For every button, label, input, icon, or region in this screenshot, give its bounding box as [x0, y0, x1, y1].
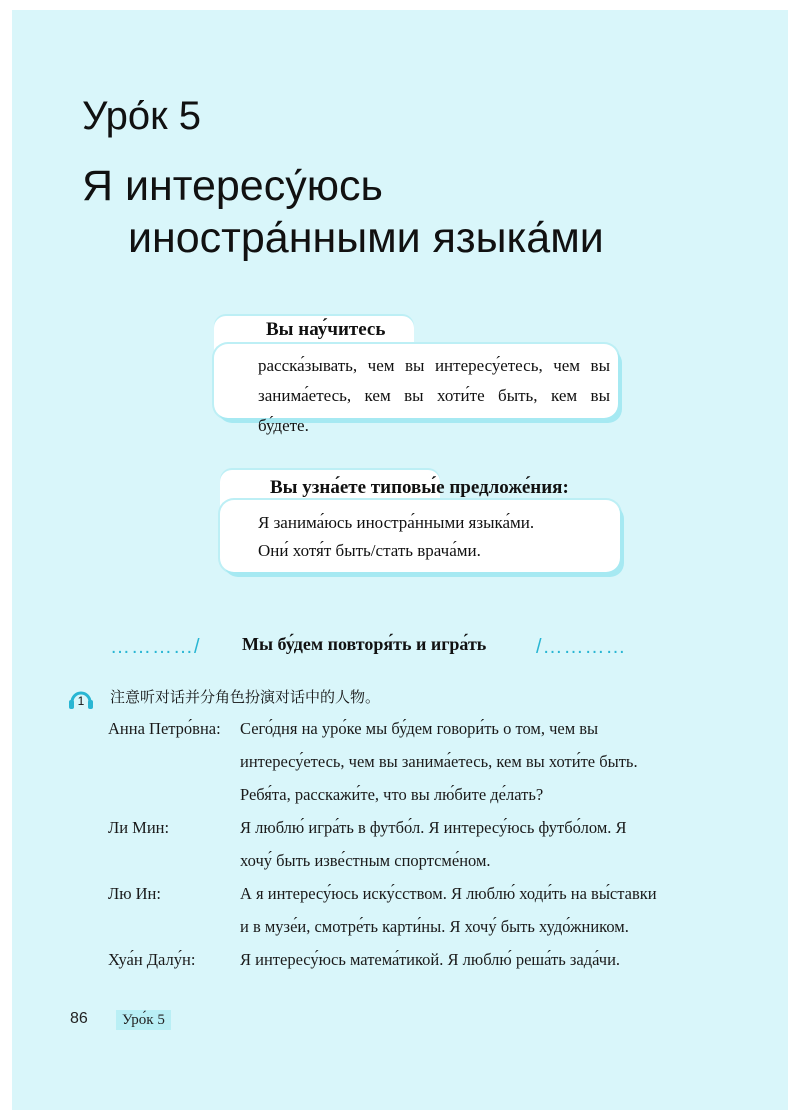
dialogue-row: [108, 778, 688, 811]
pattern-line: Они́ хотя́т быть/стать врача́ми.: [258, 541, 481, 560]
dialogue-row: [108, 811, 688, 844]
dialogue: [108, 712, 688, 976]
pattern-line: Я занима́юсь иностра́нными языка́ми.: [258, 513, 535, 532]
goals-text: расска́зывать, чем вы интересу́етесь, чем вы занима́етесь, кем вы хоти́те быть, кем вы бу́дете.: [258, 356, 610, 435]
dialogue-row: [108, 712, 688, 745]
lesson-title-line-1: Я интересу́юсь: [82, 162, 383, 210]
dialogue-line: и в музе́и, смотре́ть карти́ны. Я хочу́ быть худо́жником.: [240, 917, 629, 936]
dialogue-line: Ребя́та, расскажи́те, что вы лю́бите де́лать?: [240, 785, 544, 804]
speaker-name: Хуа́н Далу́н:: [108, 950, 196, 969]
section-header: [110, 628, 670, 668]
dialogue-row: [108, 943, 688, 976]
page-number: 86: [70, 1010, 88, 1027]
lesson-number: Уро́к 5: [82, 94, 201, 138]
lesson-title: [82, 160, 604, 264]
exercise-instruction: 注意听对话并分角色扮演对话中的人物。: [110, 688, 381, 706]
dialogue-line: А я интересу́юсь иску́сством. Я люблю́ ходи́ть на вы́ставки: [240, 884, 657, 903]
dialogue-line: Я интересу́юсь матема́тикой. Я люблю́ реша́ть зада́чи.: [240, 950, 621, 969]
section-title: Мы бу́дем повторя́ть и игра́ть: [242, 634, 487, 654]
speaker-name: Ли Мин:: [108, 818, 170, 837]
dialogue-line: Сего́дня на уро́ке мы бу́дем говори́ть о том, чем вы: [240, 719, 599, 738]
dialogue-row: [108, 844, 688, 877]
dialogue-line: хочу́ быть изве́стным спортсме́ном.: [240, 851, 491, 870]
speaker-name: Анна Петро́вна:: [108, 719, 221, 738]
footer-lesson-tag: Уро́к 5: [116, 1010, 171, 1030]
dialogue-row: [108, 877, 688, 910]
dialogue-line: Я люблю́ игра́ть в футбо́л. Я интересу́юсь футбо́лом. Я: [240, 818, 627, 837]
speaker-name: Лю Ин:: [108, 884, 161, 903]
exercise-number: 1: [77, 694, 85, 708]
listen-icon[interactable]: [66, 684, 96, 714]
lesson-title-line-2: иностра́нными языка́ми: [128, 214, 604, 262]
goals-heading: Вы нау́читесь: [266, 319, 386, 340]
section-dots-left: …………/: [110, 636, 201, 658]
section-dots-right: /…………: [536, 636, 627, 658]
patterns-heading: Вы узна́ете типовы́е предложе́ния:: [270, 477, 569, 498]
dialogue-row: [108, 745, 688, 778]
dialogue-line: интересу́етесь, чем вы занима́етесь, кем вы хоти́те быть.: [240, 752, 638, 771]
dialogue-row: [108, 910, 688, 943]
